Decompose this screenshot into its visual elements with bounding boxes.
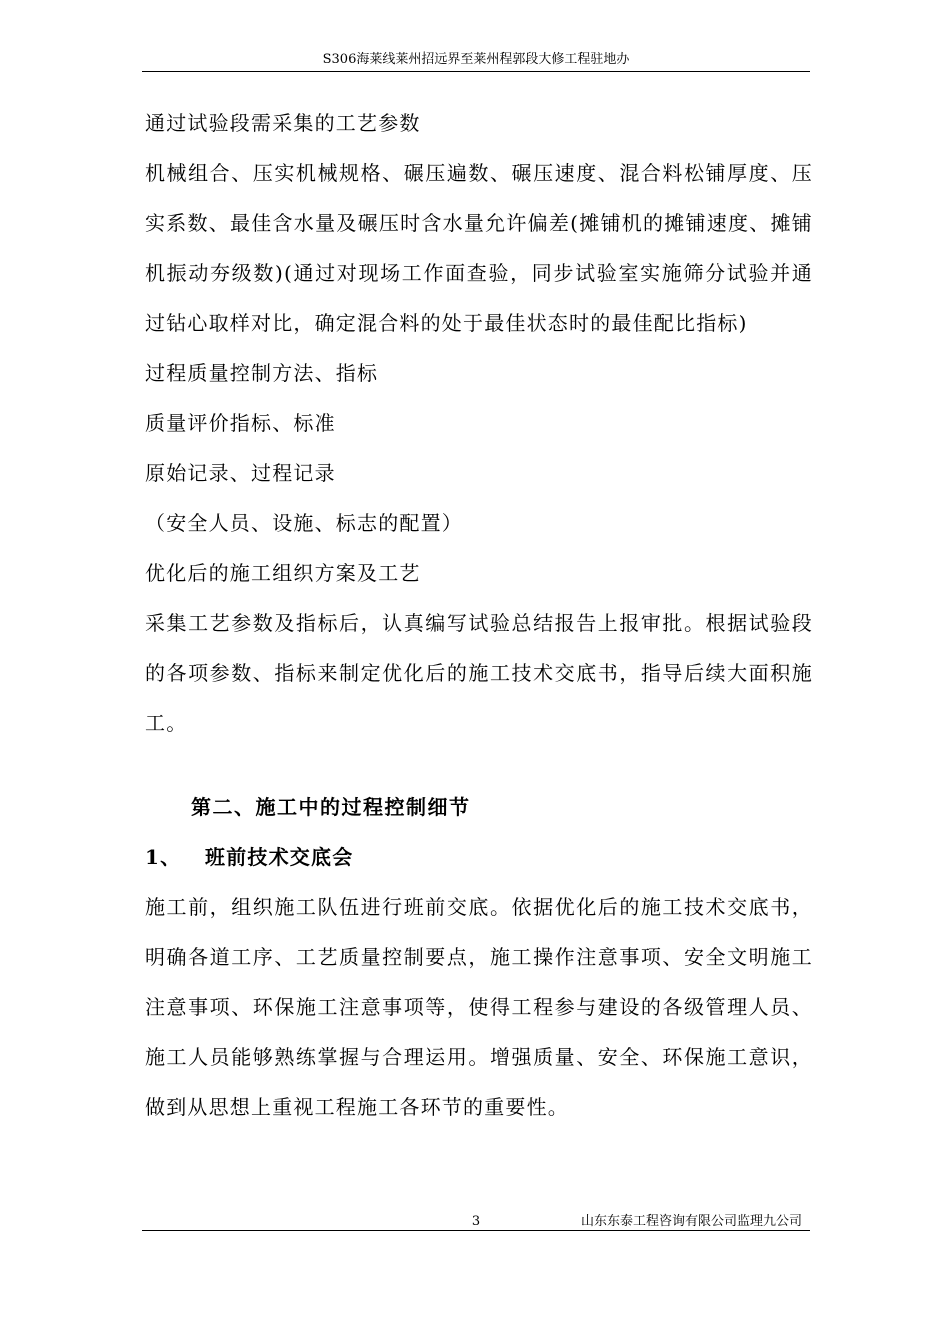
paragraph-pre-shift-briefing: 施工前，组织施工队伍进行班前交底。依据优化后的施工技术交底书，明确各道工序、工艺质量控制要点，施工操作注意事项、安全文明施工注意事项、环保施工注意事项等，使得工程参与建设的各级管理人员、施工人员能够熟练掌握与合理运用。增强质量、安全、环保施工意识，做到从思想上重视工程施工各环节的重要性。 <box>145 895 813 1119</box>
subsection-title: 班前技术交底会 <box>205 845 354 869</box>
paragraph-quality-control: 过程质量控制方法、指标 <box>145 361 379 385</box>
header-divider <box>142 71 810 72</box>
paragraph-summary-report: 采集工艺参数及指标后，认真编写试验总结报告上报审批。根据试验段的各项参数、指标来制定优化后的施工技术交底书，指导后续大面积施工。 <box>145 611 813 735</box>
footer-divider <box>142 1230 810 1231</box>
paragraph-optimized-plan: 优化后的施工组织方案及工艺 <box>145 561 421 585</box>
section-spacer <box>145 748 813 782</box>
paragraph-process-parameters-title: 通过试验段需采集的工艺参数 <box>145 111 421 135</box>
section-heading: 第二、施工中的过程控制细节 <box>191 795 471 819</box>
paragraph-parameters-list: 机械组合、压实机械规格、碾压遍数、碾压速度、混合料松铺厚度、压实系数、最佳含水量及碾压时含水量允许偏差(摊铺机的摊铺速度、摊铺机振动夯级数)(通过对现场工作面查验，同步试验室实施筛分试验并通过钻心取样对比，确定混合料的处于最佳状态时的最佳配比指标) <box>145 161 813 335</box>
subsection-heading <box>145 832 813 882</box>
footer-company: 山东东泰工程咨询有限公司监理九公司 <box>580 1214 802 1229</box>
subsection-number: 1、 <box>145 845 182 869</box>
page-number: 3 <box>471 1214 481 1229</box>
page-header: S306海莱线莱州招远界至莱州程郭段大修工程驻地办 <box>322 52 630 67</box>
paragraph-quality-evaluation: 质量评价指标、标准 <box>145 411 336 435</box>
paragraph-safety-config: （安全人员、设施、标志的配置） <box>145 511 463 535</box>
document-body <box>145 98 813 1132</box>
paragraph-records: 原始记录、过程记录 <box>145 461 336 485</box>
